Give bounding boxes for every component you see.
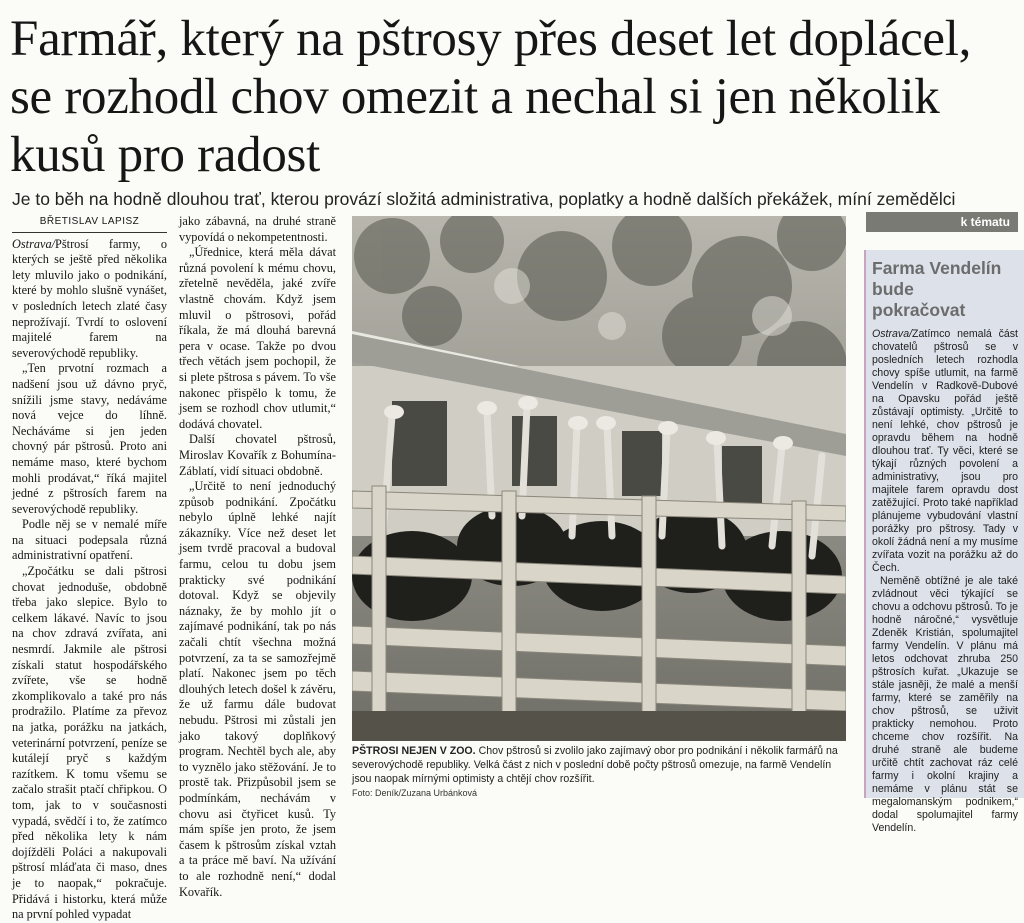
paragraph: „Zpočátku se dali pštrosi chovat jednoduše, obdobně třeba jako slepice. Bylo to celkem lákavé. Navíc to jsou na chov zdravá zvířata, ani nesmrdí. Jakmile ale pštrosi získali statut hospodářského zvířete, vše se hodně zkomplikovalo a také pro nás prodražilo. Platíme za převoz na jatka, porážku na jatkách, veterinární potvrzení, peníze se kutálejí pryč s každým razítkem. K tomu všemu se začalo strašit ptačí chřipkou. O tom, jak to v současnosti vypadá, svědčí i to, že zatímco před několika lety k nám dojížděli Poláci a nakupovali pštrosí mláďata či maso, dnes je to naopak,“ pokračuje. Přidává i historku, která může na první pohled vypadat (12, 564, 167, 922)
paragraph: Neměně obtížné je ale také zvládnout věci týkající se chovu a odchovu pštrosů. To je hodně náročné,“ vysvětluje Zdeněk Kristián, spolumajitel farmy Vendelín. V plánu má letos odchovat zhruba 250 pštrosích kuřat. „Ukazuje se stále jasněji, že malé a menší farmy, které se zaměřily na chov pštrosů, se uživit prakticky nemohou. Proto chceme chov rozšířit. Na druhé straně ale budeme určitě chtít zachovat ráz celé farmy i okolní krajiny a nemáme v plánu stát se megalomanským podnikem,“ dodal spolumajitel farmy Vendelín. (872, 575, 1018, 834)
photo-caption (352, 744, 846, 786)
ostrich-photo-illustration (352, 216, 846, 741)
sidebar-text (872, 328, 1018, 835)
headline: Farmář, který na pštrosy přes deset let doplácel, se rozhodl chov omezit a nechal si jen několik kusů pro radost (10, 11, 972, 183)
paragraph: Podle něj se v nemalé míře na situaci podepsala různá administrativní opatření. (12, 517, 167, 563)
paragraph: Ostrava/Zatímco nemalá část chovatelů pštrosů se v posledních letech rozhodla chovy spíše utlumit, na farmě Vendelín v Radkově-Dubové na Opavsku pořád ještě zůstávají optimisty. „Určitě to není lehké, chov pštrosů je opravdu během na hodně dlouhou trať. Ty věci, které se týkají různých povolení a administrativy, jsou pro majitele farem opravdu dost zatěžující. Proto také například plánujeme vybudování vlastní porážky pro pštrosy. Tady v okolí žádná není a my musíme zvířata vozit na porážku až do Čech. (872, 328, 1018, 574)
byline: BŘETISLAV LAPISZ (12, 214, 167, 233)
paragraph: jako zábavná, na druhé straně vypovídá o nekompetentnosti. (179, 214, 336, 244)
topic-label: k tématu (866, 212, 1018, 232)
paragraph: „Ten prvotní rozmach a nadšení jsou už dávno pryč, snížili jsme stavy, nedáváme nová vejce do líhně. Necháváme si jen jeden chovný pár pštrosů. Proto ani nemáme maso, které bychom mohli prodávat,“ říká majitel jedné z pštrosích farem na severovýchodě republiky. (12, 361, 167, 516)
ostrich-farm-photo (352, 216, 846, 741)
photo-credit: Foto: Deník/Zuzana Urbánková (352, 788, 478, 798)
dateline: Ostrava/ (872, 328, 913, 340)
subheadline: Je to běh na hodně dlouhou trať, kterou provází složitá administrativa, poplatky a hodně dalších překážek, míní zemědělci (12, 189, 956, 209)
caption-text: Chov pštrosů si zvolilo jako zajímavý obor pro podnikání i několik farmářů na severovýchodě republiky. Velká část z nich v poslední době počty pštrosů omezuje, na farmě Vendelín jsou naopak mírnými optimisty a chtějí chov rozšířit. (352, 745, 838, 785)
paragraph: „Úřednice, která měla dávat různá povolení k mému chovu, zřetelně nevěděla, jaké zvíře vlastně chovám. Když jsem mluvil o pštrosovi, pořád říkala, že má dlouhá barevná pera v ocase. Takže po dvou třech větách jsem pochopil, že si plete pštrosa s pávem. To vše nakonec přispělo k tomu, že jsem se rozhodl chov utlumit,“ dodává chovatel. (179, 245, 336, 431)
sidebar-title: Farma Vendelín bude pokračovat (872, 258, 1002, 320)
paragraph: „Určitě to není jednoduchý způsob podnikání. Zpočátku nebylo úplně lehké najít zákazníky. Více než deset let jsem tvrdě pracoval a budoval farmu, celou tu dobu jsem prakticky své podnikání dotoval. Když se objevily náznaky, že by mohlo jít o zajímavé podnikání, tak po nás začali chtít všechna možná potvrzení, za ta se samozřejmě platí. Nakonec jsem po těch dlouhých letech došel k závěru, že už farmu dále budovat nebudu. Pštrosi mi zůstali jen jako takový doplňkový program. Nechtěl bych ale, aby to vyznělo jako stěžování. Je to prostě tak. Přizpůsobil jsem se podmínkám, nechávám v chovu asi čtyřicet kusů. Ty mám spíše jen proto, že jsem časem k pštrosům získal vztah a ta práce mě baví. Na užívání to ale rozhodně není,“ dodal Kovařík. (179, 479, 336, 899)
paragraph: Další chovatel pštrosů, Miroslav Kovařík z Bohumína-Záblatí, vidí situaci obdobně. (179, 432, 336, 478)
article-column-1 (12, 214, 167, 923)
dateline: Ostrava/ (12, 236, 56, 251)
article-column-2 (179, 214, 336, 900)
caption-lead: PŠTROSI NEJEN V ZOO. (352, 745, 476, 757)
paragraph: Ostrava/Pštrosí farmy, o kterých se ještě před několika lety mluvilo jako o podnikání, které by mohlo slušně vynášet, v posledních letech zlaté časy neprožívají. Tvrdí to oslovení majitelé farem na severovýchodě republiky. (12, 236, 167, 360)
